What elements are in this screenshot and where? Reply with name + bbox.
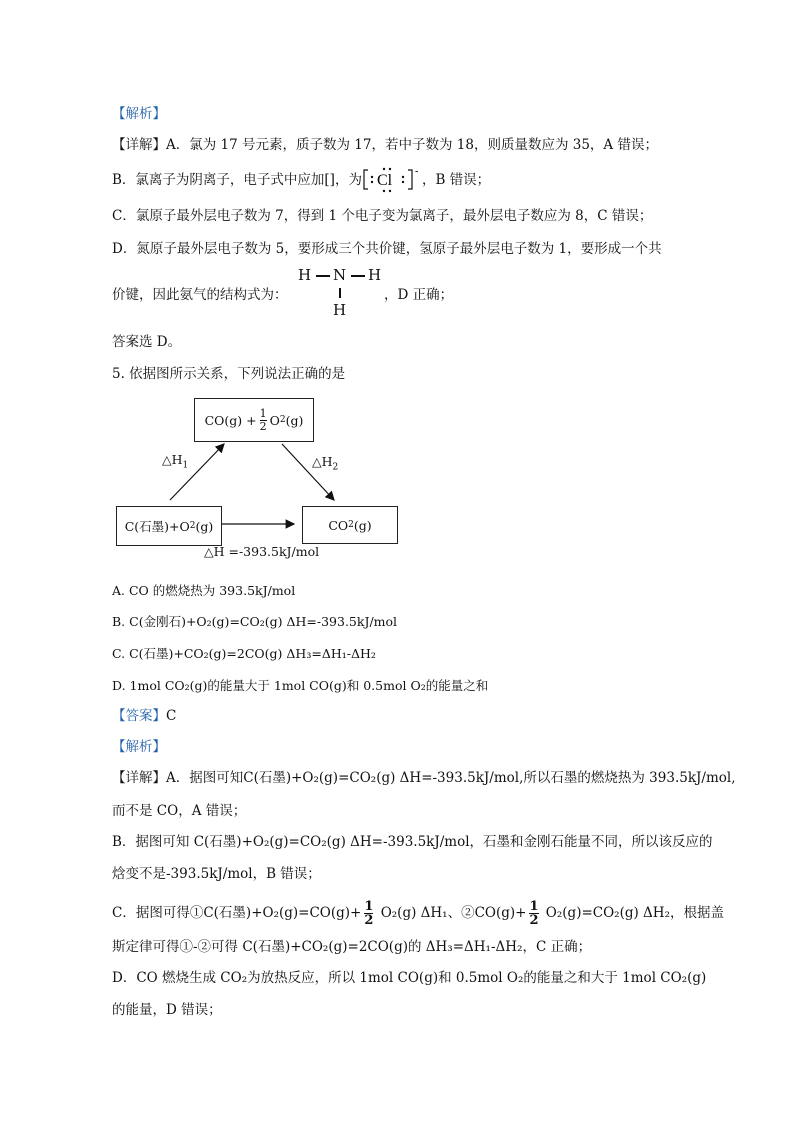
answer-label: 【答案】	[112, 708, 166, 724]
analysis-line-3: B．据图可知 C(石墨)+O₂(g)=CO₂(g) ΔH=-393.5kJ/mol，石墨和金刚石能量不同，所以该反应的	[112, 834, 713, 850]
enthalpy-diagram	[112, 394, 412, 564]
option-d: D. 1mol CO₂(g)的能量大于 1mol CO(g)和 0.5mol O₂的能量之和	[112, 678, 489, 693]
analysis-c-line: C．据图可得①C(石墨)+O₂(g)=CO(g)+ $\frac{1}{2}$ O₂(g) ΔH₁、②CO(g)+ $\frac{1}{2}$ O₂(g)=CO₂(g) ΔH₂，根据盖	[112, 899, 724, 928]
chloride-lewis-structure	[362, 166, 422, 191]
struct-h-bottom: H	[333, 301, 347, 319]
detail-a: 【详解】A．氯为 17 号元素，质子数为 17，若中子数为 18，则质量数应为 35，A 错误；	[112, 137, 658, 153]
bond-down	[339, 288, 341, 298]
struct-h-right: H	[368, 266, 382, 284]
q5-stem: 5. 依据图所示关系，下列说法正确的是	[112, 366, 346, 382]
box-co2: CO 2 (g)	[302, 506, 398, 544]
lewis-cl-symbol: Cl	[376, 171, 393, 189]
analysis-line-4: 焓变不是-393.5kJ/mol，B 错误；	[112, 866, 321, 882]
detail-c: C．氯原子最外层电子数为 7，得到 1 个电子变为氯离子，最外层电子数应为 8，C 错误；	[112, 208, 653, 224]
option-c: C. C(石墨)+CO₂(g)=2CO(g) ΔH₃=ΔH₁-ΔH₂	[112, 646, 376, 661]
detail-d-1: D．氮原子最外层电子数为 5，要形成三个共价键，氢原子最外层电子数为 1，要形成一个共	[112, 241, 662, 257]
label-dh2: $\triangle H_2$	[312, 454, 339, 473]
answer-line: 答案选 D。	[112, 334, 182, 350]
option-b: B. C(金刚石)+O₂(g)=CO₂(g) ΔH=-393.5kJ/mol	[112, 614, 398, 629]
detail-b	[112, 166, 491, 191]
analysis-line-2: 而不是 CO，A 错误；	[112, 803, 247, 819]
struct-h-left: H	[298, 266, 312, 284]
lewis-charge: -	[414, 166, 419, 177]
ammonia-structure	[296, 266, 386, 322]
answer	[112, 706, 176, 726]
detail-b-post: ，B 错误；	[421, 172, 491, 188]
label-dh1: $\triangle H_1$	[162, 452, 189, 471]
bond-right	[351, 275, 365, 277]
analysis-tail-3: 的能量，D 错误；	[112, 1002, 222, 1018]
detail-d-2-post: ，D 正确；	[384, 287, 454, 303]
analysis-line-1: 【详解】A．据图可知C(石墨)+O₂(g)=CO₂(g) ΔH=-393.5kJ/mol,所以石墨的燃烧热为 393.5kJ/mol,	[112, 770, 736, 786]
analysis-heading-2: 【解析】	[112, 739, 166, 755]
label-dh-main: △H =-393.5kJ/mol	[204, 544, 320, 559]
option-a: A. CO 的燃烧热为 393.5kJ/mol	[112, 583, 296, 598]
analysis-heading-1: 【解析】	[112, 106, 166, 122]
analysis-tail-1: 斯定律可得①-②可得 C(石墨)+CO₂(g)=2CO(g)的 ΔH₃=ΔH₁-ΔH₂，C 正确；	[112, 939, 592, 955]
bond-left	[316, 275, 330, 277]
detail-b-pre: B．氯离子为阴离子，电子式中应加[]，为	[112, 172, 362, 188]
detail-d-2-pre: 价键，因此氨气的结构式为：	[112, 287, 288, 303]
answer-value: C	[166, 708, 177, 724]
box-co-o2: CO(g) + $\frac{1}{2}$ O 2 (g)	[194, 398, 314, 442]
analysis-tail-2: D．CO 燃烧生成 CO₂为放热反应，所以 1mol CO(g)和 0.5mol O₂的能量之和大于 1mol CO₂(g)	[112, 970, 707, 986]
box-graphite-o2: C(石墨)+O 2 (g)	[116, 506, 222, 546]
struct-n: N	[333, 266, 347, 284]
